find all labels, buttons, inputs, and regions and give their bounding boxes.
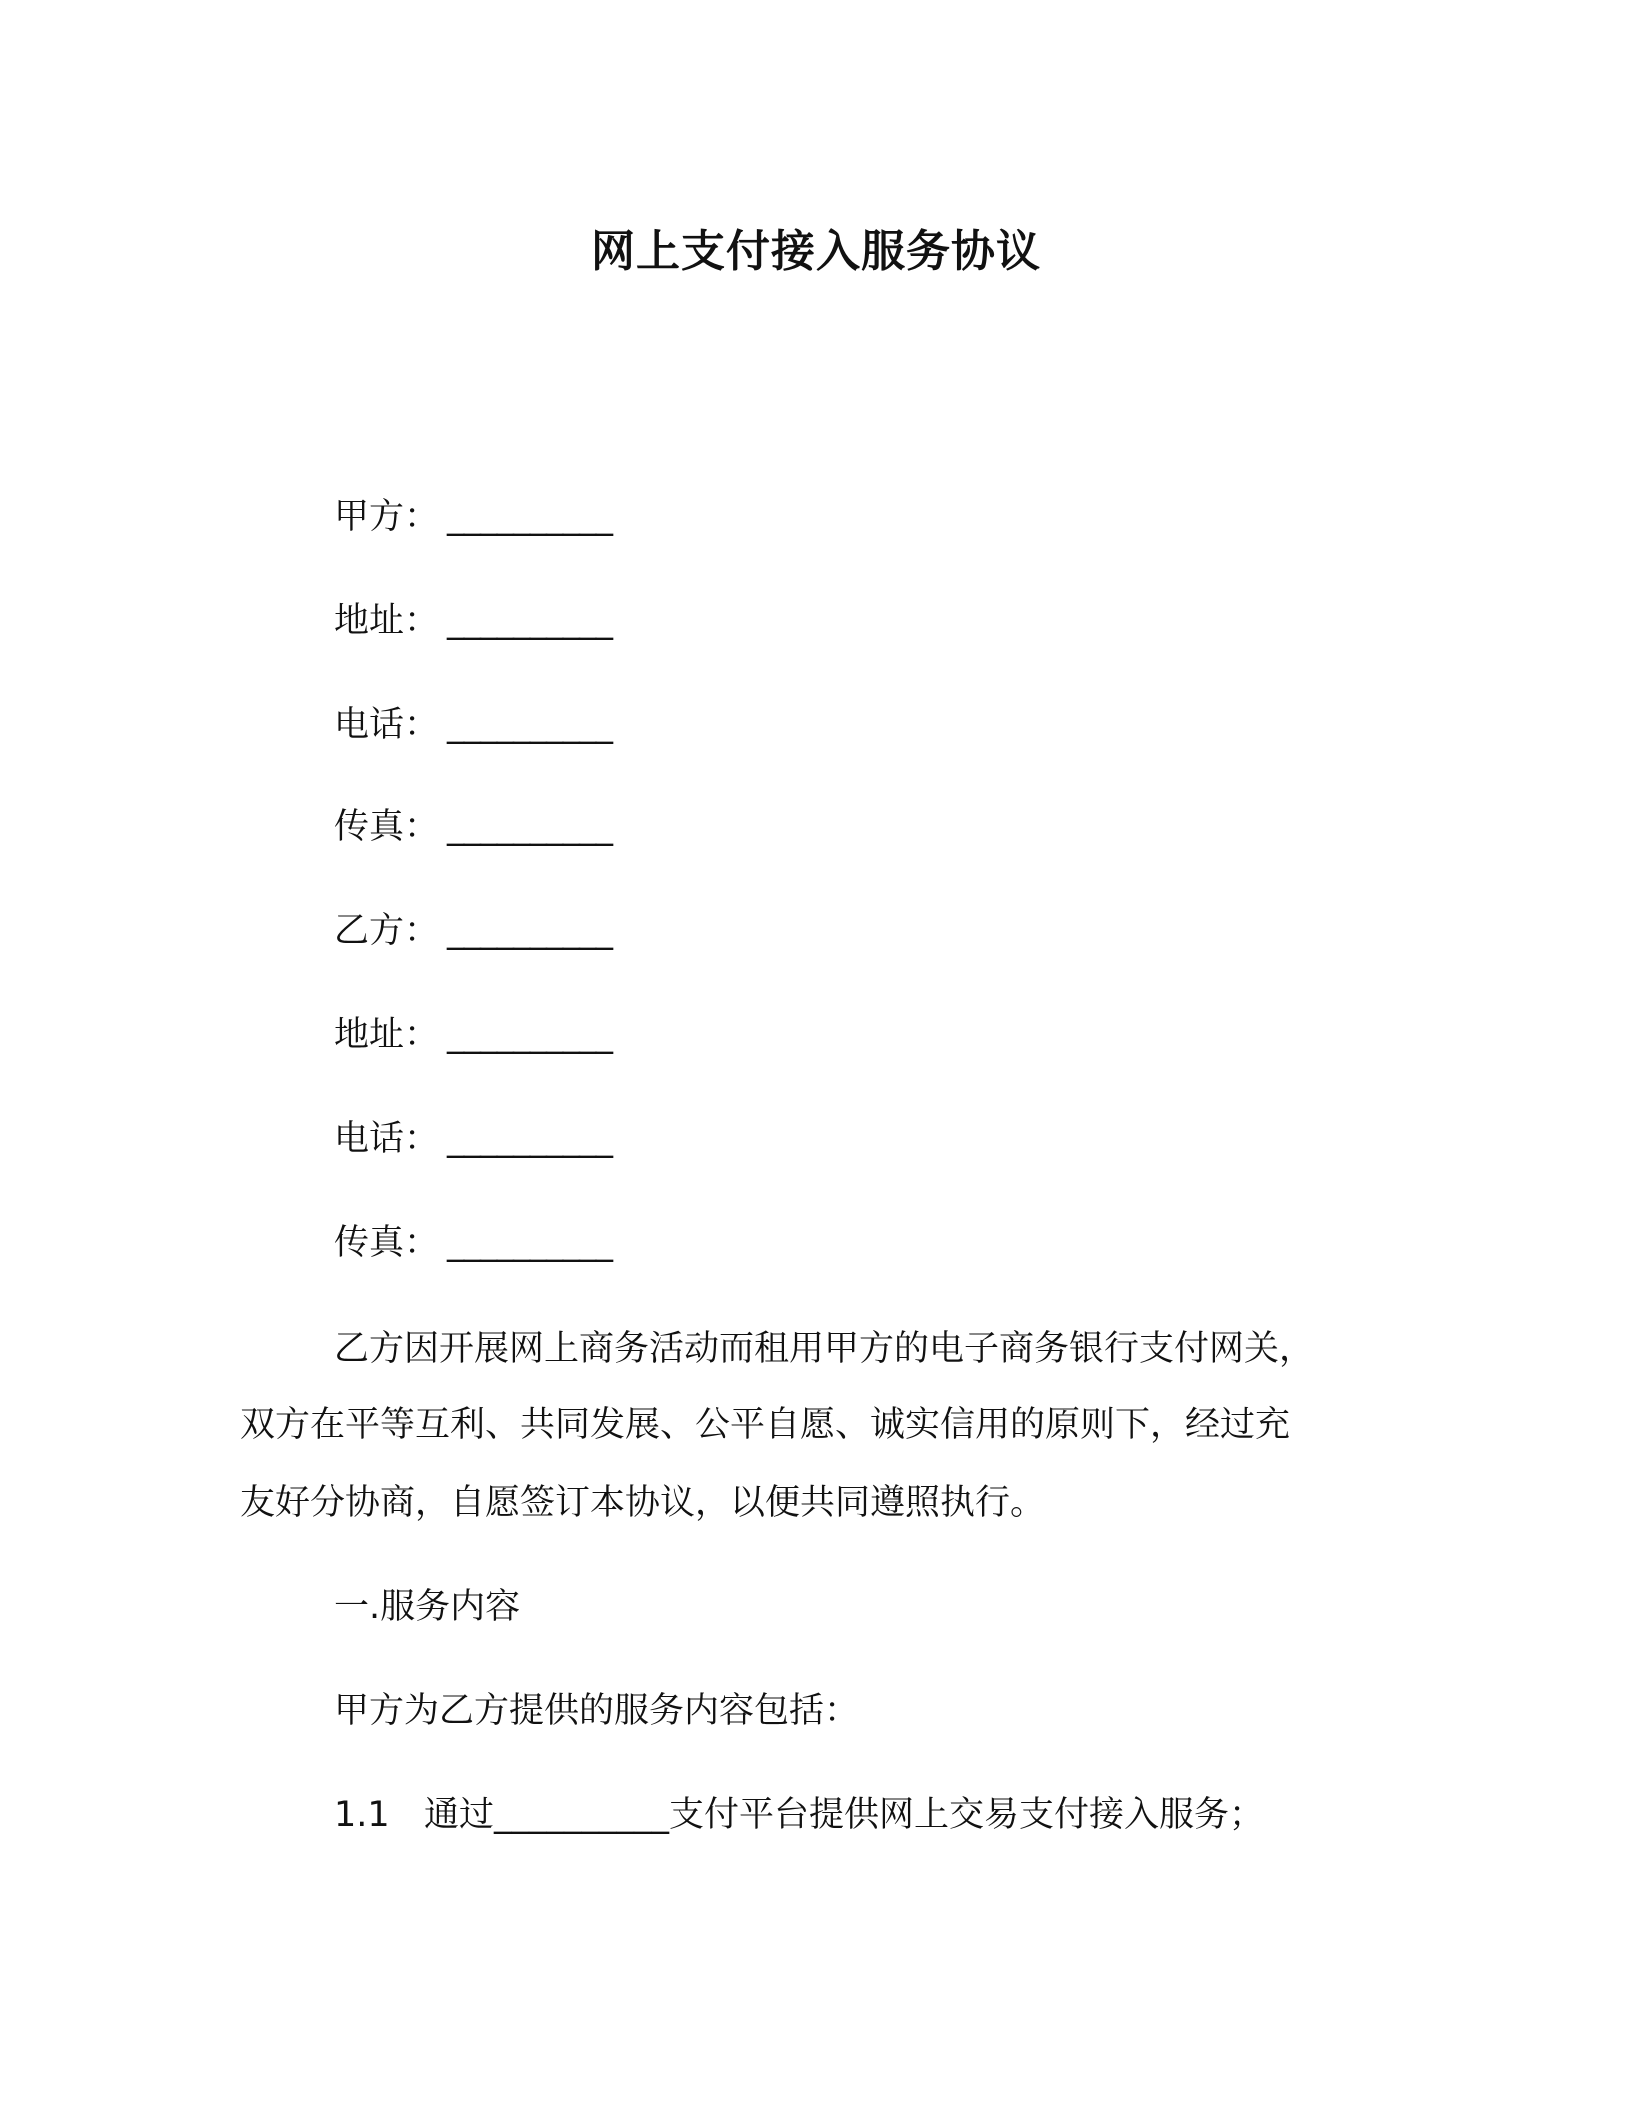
field-label: 地址：: [334, 601, 440, 641]
field-blank: __________: [447, 601, 613, 641]
field-blank: __________: [447, 497, 613, 537]
field-blank: __________: [447, 807, 613, 847]
party-b-fax-field: [334, 1218, 612, 1268]
field-blank: __________: [447, 1015, 613, 1055]
item-number: 1.1: [334, 1795, 390, 1835]
field-label: 甲方：: [334, 497, 440, 537]
party-a-phone-field: [334, 700, 612, 750]
section-heading: 一.服务内容: [334, 1587, 521, 1627]
field-label: 地址：: [334, 1015, 440, 1055]
party-a-field: [334, 492, 612, 542]
party-b-phone-field: [334, 1114, 612, 1164]
field-label: 电话：: [334, 1119, 440, 1159]
section-intro: 甲方为乙方提供的服务内容包括：: [334, 1691, 860, 1731]
field-blank: __________: [447, 911, 613, 951]
preamble-line: 双方在平等互利、共同发展、公平自愿、诚实信用的原则下，经过充: [240, 1405, 1291, 1445]
preamble-line: 友好分协商，自愿签订本协议，以便共同遵照执行。: [240, 1483, 1046, 1523]
field-blank: __________: [447, 1119, 613, 1159]
field-blank: __________: [447, 705, 613, 745]
party-a-fax-field: [334, 802, 612, 852]
list-item: [334, 1790, 1264, 1840]
field-label: 传真：: [334, 1223, 440, 1263]
field-blank: __________: [447, 1223, 613, 1263]
item-text: 通过__________支付平台提供网上交易支付接入服务；: [424, 1795, 1265, 1835]
party-a-address-field: [334, 596, 612, 646]
field-label: 电话：: [334, 705, 440, 745]
preamble-line: 乙方因开展网上商务活动而租用甲方的电子商务银行支付网关，: [334, 1329, 1315, 1369]
field-label: 传真：: [334, 807, 440, 847]
party-b-address-field: [334, 1010, 612, 1060]
field-label: 乙方：: [334, 911, 440, 951]
party-b-field: [334, 906, 612, 956]
document-title: 网上支付接入服务协议: [591, 226, 1041, 277]
